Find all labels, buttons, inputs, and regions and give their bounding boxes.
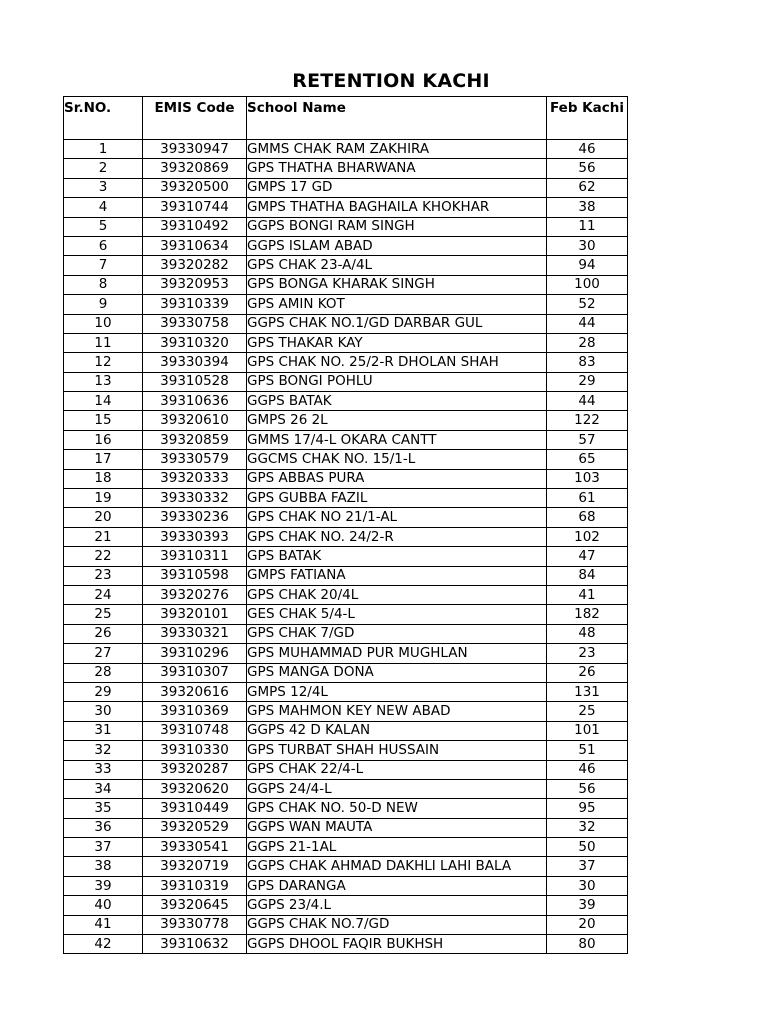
cell-emis-code: 39310634	[143, 236, 247, 255]
cell-school-name: GGPS CHAK NO.7/GD	[247, 915, 547, 934]
cell-school-name: GGPS CHAK NO.1/GD DARBAR GUL	[247, 314, 547, 333]
cell-emis-code: 39310492	[143, 217, 247, 236]
table-row	[64, 159, 628, 178]
cell-emis-code: 39320953	[143, 275, 247, 294]
cell-feb-kachi: 25	[547, 702, 628, 721]
cell-feb-kachi: 23	[547, 644, 628, 663]
cell-emis-code: 39310320	[143, 333, 247, 352]
cell-emis-code: 39320529	[143, 818, 247, 837]
cell-feb-kachi: 62	[547, 178, 628, 197]
table-row	[64, 721, 628, 740]
table-row	[64, 508, 628, 527]
table-row	[64, 450, 628, 469]
cell-feb-kachi: 95	[547, 799, 628, 818]
table-row	[64, 469, 628, 488]
cell-school-name: GPS MUHAMMAD PUR MUGHLAN	[247, 644, 547, 663]
table-row	[64, 605, 628, 624]
cell-school-name: GPS CHAK NO. 50-D NEW	[247, 799, 547, 818]
cell-school-name: GPS CHAK 20/4L	[247, 585, 547, 604]
cell-emis-code: 39310744	[143, 198, 247, 217]
cell-feb-kachi: 122	[547, 411, 628, 430]
header-school-name: School Name	[247, 97, 547, 140]
cell-school-name: GPS CHAK 23-A/4L	[247, 256, 547, 275]
cell-feb-kachi: 56	[547, 159, 628, 178]
table-row	[64, 430, 628, 449]
cell-emis-code: 39320282	[143, 256, 247, 275]
cell-feb-kachi: 84	[547, 566, 628, 585]
cell-school-name: GMPS THATHA BAGHAILA KHOKHAR	[247, 198, 547, 217]
cell-emis-code: 39330321	[143, 624, 247, 643]
table-row	[64, 372, 628, 391]
table-row	[64, 198, 628, 217]
table-row	[64, 256, 628, 275]
cell-emis-code: 39310449	[143, 799, 247, 818]
table-row	[64, 838, 628, 857]
header-emis-code: EMIS Code	[143, 97, 247, 140]
cell-school-name: GPS BONGA KHARAK SINGH	[247, 275, 547, 294]
table-row	[64, 624, 628, 643]
cell-school-name: GMPS 26 2L	[247, 411, 547, 430]
cell-school-name: GPS CHAK NO 21/1-AL	[247, 508, 547, 527]
cell-feb-kachi: 20	[547, 915, 628, 934]
cell-sr-no: 27	[64, 644, 143, 663]
cell-feb-kachi: 48	[547, 624, 628, 643]
table-row	[64, 547, 628, 566]
cell-emis-code: 39320610	[143, 411, 247, 430]
cell-feb-kachi: 94	[547, 256, 628, 275]
cell-emis-code: 39320616	[143, 682, 247, 701]
table-row	[64, 741, 628, 760]
cell-emis-code: 39320287	[143, 760, 247, 779]
table-row	[64, 760, 628, 779]
cell-sr-no: 16	[64, 430, 143, 449]
cell-emis-code: 39310311	[143, 547, 247, 566]
table-row	[64, 779, 628, 798]
cell-school-name: GPS CHAK NO. 24/2-R	[247, 527, 547, 546]
cell-school-name: GPS DARANGA	[247, 876, 547, 895]
cell-school-name: GPS ABBAS PURA	[247, 469, 547, 488]
cell-school-name: GPS THAKAR KAY	[247, 333, 547, 352]
cell-emis-code: 39310319	[143, 876, 247, 895]
cell-emis-code: 39330393	[143, 527, 247, 546]
cell-school-name: GPS GUBBA FAZIL	[247, 489, 547, 508]
cell-sr-no: 29	[64, 682, 143, 701]
cell-sr-no: 9	[64, 295, 143, 314]
cell-sr-no: 28	[64, 663, 143, 682]
cell-sr-no: 26	[64, 624, 143, 643]
table-row	[64, 140, 628, 159]
cell-sr-no: 38	[64, 857, 143, 876]
cell-emis-code: 39310369	[143, 702, 247, 721]
cell-sr-no: 12	[64, 353, 143, 372]
cell-feb-kachi: 83	[547, 353, 628, 372]
cell-school-name: GGPS 42 D KALAN	[247, 721, 547, 740]
cell-emis-code: 39310296	[143, 644, 247, 663]
cell-feb-kachi: 37	[547, 857, 628, 876]
cell-feb-kachi: 47	[547, 547, 628, 566]
cell-sr-no: 2	[64, 159, 143, 178]
cell-emis-code: 39330758	[143, 314, 247, 333]
cell-emis-code: 39320719	[143, 857, 247, 876]
cell-sr-no: 17	[64, 450, 143, 469]
cell-feb-kachi: 44	[547, 392, 628, 411]
cell-feb-kachi: 11	[547, 217, 628, 236]
cell-feb-kachi: 41	[547, 585, 628, 604]
cell-school-name: GGPS BONGI RAM SINGH	[247, 217, 547, 236]
table-row	[64, 876, 628, 895]
cell-school-name: GMMS 17/4-L OKARA CANTT	[247, 430, 547, 449]
cell-emis-code: 39330579	[143, 450, 247, 469]
cell-school-name: GPS CHAK NO. 25/2-R DHOLAN SHAH	[247, 353, 547, 372]
cell-emis-code: 39320276	[143, 585, 247, 604]
cell-emis-code: 39310528	[143, 372, 247, 391]
table-row	[64, 489, 628, 508]
cell-school-name: GGCMS CHAK NO. 15/1-L	[247, 450, 547, 469]
cell-feb-kachi: 52	[547, 295, 628, 314]
cell-emis-code: 39320869	[143, 159, 247, 178]
cell-school-name: GPS CHAK 7/GD	[247, 624, 547, 643]
cell-emis-code: 39330541	[143, 838, 247, 857]
cell-emis-code: 39310748	[143, 721, 247, 740]
table-header-row	[64, 97, 628, 140]
cell-sr-no: 23	[64, 566, 143, 585]
cell-emis-code: 39310632	[143, 935, 247, 954]
cell-school-name: GGPS CHAK AHMAD DAKHLI LAHI BALA	[247, 857, 547, 876]
header-feb-kachi: Feb Kachi	[547, 97, 628, 140]
cell-feb-kachi: 28	[547, 333, 628, 352]
cell-feb-kachi: 39	[547, 896, 628, 915]
table-row	[64, 702, 628, 721]
table-row	[64, 585, 628, 604]
table-row	[64, 935, 628, 954]
cell-school-name: GMPS FATIANA	[247, 566, 547, 585]
cell-school-name: GES CHAK 5/4-L	[247, 605, 547, 624]
cell-feb-kachi: 50	[547, 838, 628, 857]
cell-sr-no: 6	[64, 236, 143, 255]
cell-emis-code: 39320333	[143, 469, 247, 488]
table-row	[64, 333, 628, 352]
cell-sr-no: 14	[64, 392, 143, 411]
cell-sr-no: 39	[64, 876, 143, 895]
cell-school-name: GGPS 23/4.L	[247, 896, 547, 915]
table-row	[64, 566, 628, 585]
cell-sr-no: 24	[64, 585, 143, 604]
cell-school-name: GMPS 17 GD	[247, 178, 547, 197]
cell-emis-code: 39320859	[143, 430, 247, 449]
cell-sr-no: 30	[64, 702, 143, 721]
cell-feb-kachi: 61	[547, 489, 628, 508]
cell-emis-code: 39330332	[143, 489, 247, 508]
cell-feb-kachi: 30	[547, 236, 628, 255]
table-row	[64, 314, 628, 333]
cell-sr-no: 13	[64, 372, 143, 391]
cell-feb-kachi: 32	[547, 818, 628, 837]
cell-feb-kachi: 29	[547, 372, 628, 391]
cell-school-name: GPS BATAK	[247, 547, 547, 566]
cell-school-name: GPS TURBAT SHAH HUSSAIN	[247, 741, 547, 760]
cell-school-name: GPS BONGI POHLU	[247, 372, 547, 391]
cell-feb-kachi: 103	[547, 469, 628, 488]
cell-sr-no: 20	[64, 508, 143, 527]
cell-sr-no: 25	[64, 605, 143, 624]
cell-emis-code: 39330236	[143, 508, 247, 527]
cell-feb-kachi: 80	[547, 935, 628, 954]
table-row	[64, 295, 628, 314]
cell-emis-code: 39320101	[143, 605, 247, 624]
cell-sr-no: 18	[64, 469, 143, 488]
cell-school-name: GPS MAHMON KEY NEW ABAD	[247, 702, 547, 721]
cell-emis-code: 39310307	[143, 663, 247, 682]
cell-emis-code: 39310339	[143, 295, 247, 314]
cell-sr-no: 7	[64, 256, 143, 275]
cell-emis-code: 39330778	[143, 915, 247, 934]
cell-sr-no: 34	[64, 779, 143, 798]
cell-sr-no: 15	[64, 411, 143, 430]
cell-sr-no: 33	[64, 760, 143, 779]
cell-school-name: GPS MANGA DONA	[247, 663, 547, 682]
cell-sr-no: 11	[64, 333, 143, 352]
cell-emis-code: 39310636	[143, 392, 247, 411]
cell-emis-code: 39330947	[143, 140, 247, 159]
table-row	[64, 799, 628, 818]
cell-school-name: GGPS 24/4-L	[247, 779, 547, 798]
cell-sr-no: 37	[64, 838, 143, 857]
table-row	[64, 411, 628, 430]
cell-sr-no: 42	[64, 935, 143, 954]
table-row	[64, 663, 628, 682]
table-row	[64, 178, 628, 197]
header-sr-no: Sr.NO.	[64, 97, 143, 140]
cell-sr-no: 35	[64, 799, 143, 818]
page-title: RETENTION KACHI	[292, 70, 490, 92]
cell-school-name: GGPS 21-1AL	[247, 838, 547, 857]
table-row	[64, 915, 628, 934]
cell-emis-code: 39320645	[143, 896, 247, 915]
cell-emis-code: 39330394	[143, 353, 247, 372]
cell-feb-kachi: 26	[547, 663, 628, 682]
cell-school-name: GGPS BATAK	[247, 392, 547, 411]
table-row	[64, 682, 628, 701]
cell-school-name: GPS AMIN KOT	[247, 295, 547, 314]
cell-sr-no: 41	[64, 915, 143, 934]
cell-feb-kachi: 102	[547, 527, 628, 546]
cell-sr-no: 10	[64, 314, 143, 333]
cell-school-name: GGPS ISLAM ABAD	[247, 236, 547, 255]
table-row	[64, 527, 628, 546]
table-row	[64, 818, 628, 837]
cell-feb-kachi: 46	[547, 760, 628, 779]
cell-feb-kachi: 182	[547, 605, 628, 624]
cell-school-name: GPS CHAK 22/4-L	[247, 760, 547, 779]
cell-emis-code: 39320620	[143, 779, 247, 798]
cell-feb-kachi: 46	[547, 140, 628, 159]
cell-feb-kachi: 101	[547, 721, 628, 740]
cell-school-name: GMPS 12/4L	[247, 682, 547, 701]
cell-sr-no: 36	[64, 818, 143, 837]
cell-sr-no: 22	[64, 547, 143, 566]
table-body	[64, 140, 628, 954]
cell-sr-no: 4	[64, 198, 143, 217]
table-row	[64, 353, 628, 372]
cell-feb-kachi: 30	[547, 876, 628, 895]
cell-emis-code: 39310598	[143, 566, 247, 585]
cell-sr-no: 1	[64, 140, 143, 159]
cell-feb-kachi: 56	[547, 779, 628, 798]
table-row	[64, 896, 628, 915]
cell-sr-no: 21	[64, 527, 143, 546]
table-row	[64, 236, 628, 255]
cell-sr-no: 31	[64, 721, 143, 740]
retention-table	[63, 96, 628, 954]
cell-feb-kachi: 51	[547, 741, 628, 760]
cell-school-name: GPS THATHA BHARWANA	[247, 159, 547, 178]
table-row	[64, 392, 628, 411]
cell-school-name: GMMS CHAK RAM ZAKHIRA	[247, 140, 547, 159]
cell-feb-kachi: 100	[547, 275, 628, 294]
cell-feb-kachi: 44	[547, 314, 628, 333]
cell-feb-kachi: 65	[547, 450, 628, 469]
cell-school-name: GGPS DHOOL FAQIR BUKHSH	[247, 935, 547, 954]
cell-emis-code: 39310330	[143, 741, 247, 760]
cell-school-name: GGPS WAN MAUTA	[247, 818, 547, 837]
cell-sr-no: 5	[64, 217, 143, 236]
cell-feb-kachi: 57	[547, 430, 628, 449]
cell-emis-code: 39320500	[143, 178, 247, 197]
cell-sr-no: 8	[64, 275, 143, 294]
cell-sr-no: 40	[64, 896, 143, 915]
cell-feb-kachi: 38	[547, 198, 628, 217]
table-row	[64, 217, 628, 236]
cell-sr-no: 32	[64, 741, 143, 760]
table-row	[64, 275, 628, 294]
table-row	[64, 644, 628, 663]
cell-feb-kachi: 131	[547, 682, 628, 701]
cell-feb-kachi: 68	[547, 508, 628, 527]
cell-sr-no: 3	[64, 178, 143, 197]
table-row	[64, 857, 628, 876]
cell-sr-no: 19	[64, 489, 143, 508]
